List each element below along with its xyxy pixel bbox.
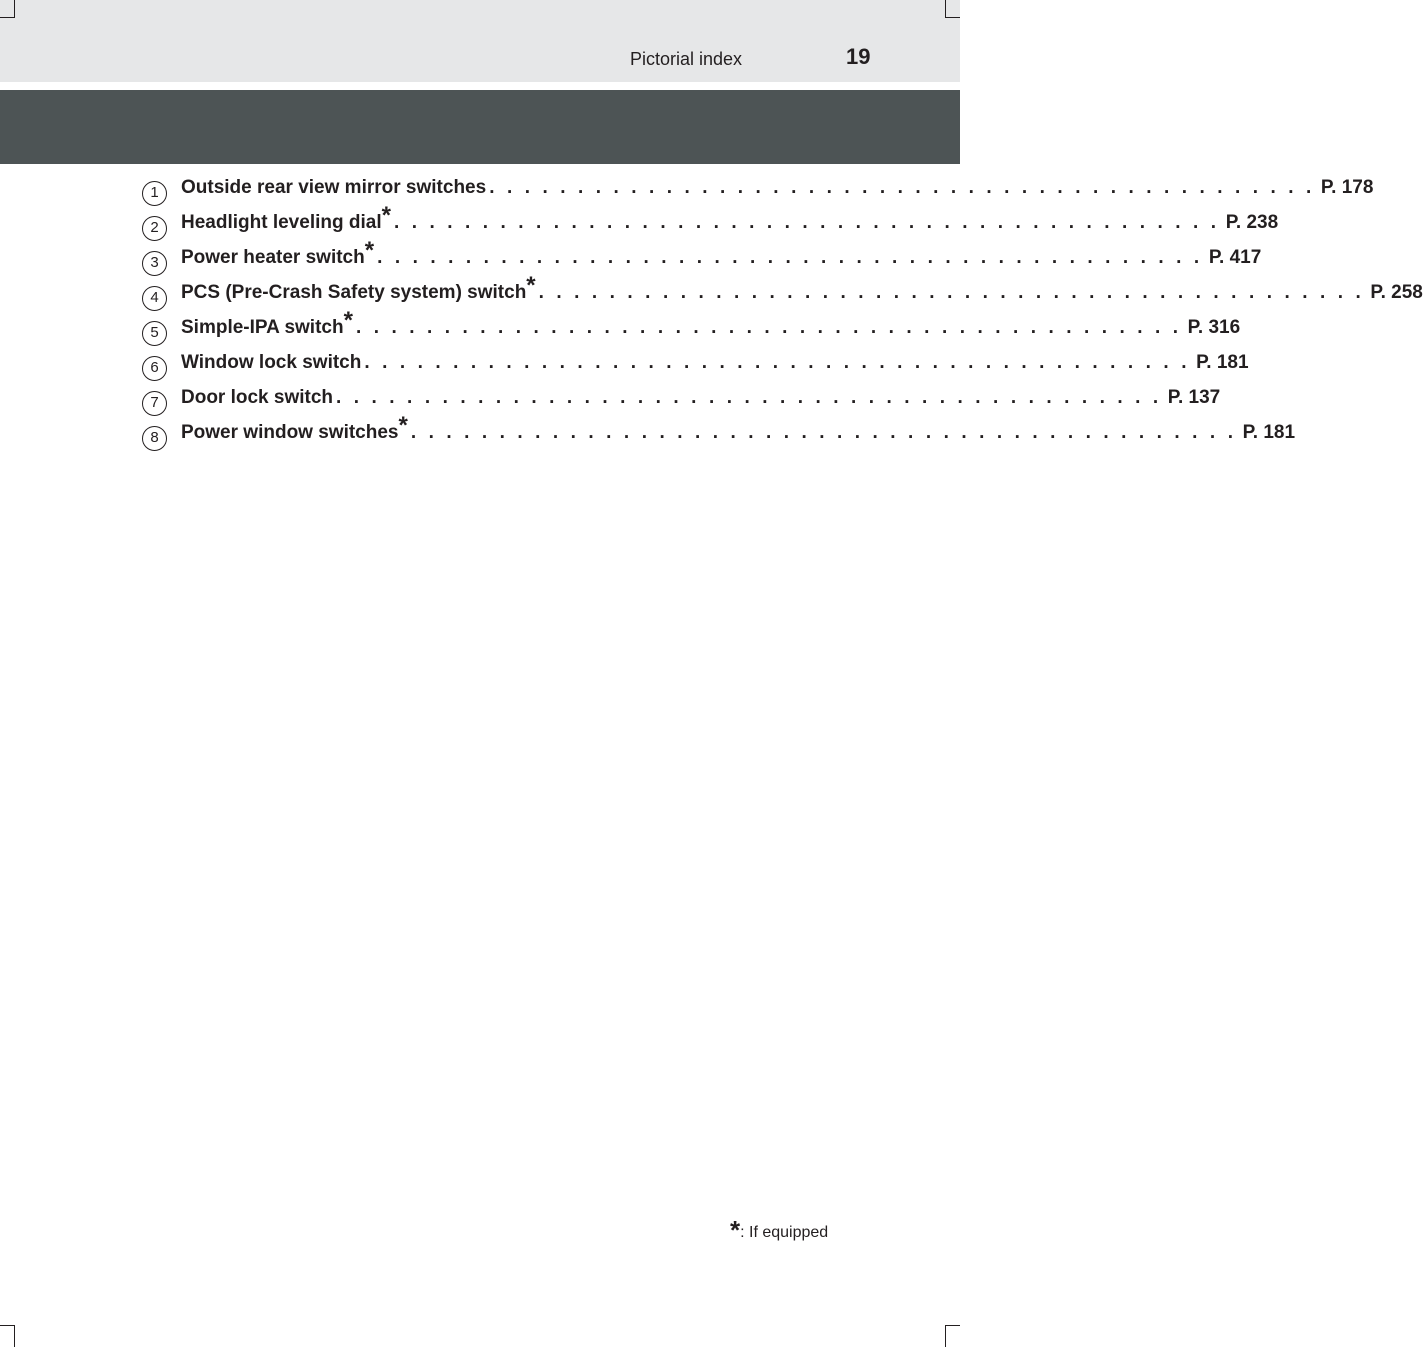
item-label: Power window switches*	[181, 411, 408, 443]
page-reference[interactable]: P. 181	[1242, 422, 1296, 443]
item-label: Power heater switch*	[181, 236, 375, 268]
asterisk-marker: *	[343, 306, 353, 334]
item-number-badge: 2	[142, 216, 167, 241]
footnote-asterisk: *	[730, 1215, 741, 1245]
dot-leader: . . . . . . . . . . . . . . . . . . . . . . . . . . . . . . . . . . . . . . . . . . . . . . .	[336, 387, 1162, 408]
index-entry[interactable]	[142, 236, 1262, 282]
item-number-badge: 4	[142, 286, 167, 311]
item-label: Headlight leveling dial*	[181, 201, 391, 233]
asterisk-marker: *	[381, 201, 391, 229]
index-entry[interactable]	[142, 201, 1279, 247]
dot-leader: . . . . . . . . . . . . . . . . . . . . . . . . . . . . . . . . . . . . . . . . . . . . . . .	[355, 317, 1182, 338]
page-reference[interactable]: P. 417	[1208, 247, 1262, 268]
crop-mark-top-left-h	[0, 17, 15, 18]
asterisk-marker: *	[398, 411, 408, 439]
item-label: Outside rear view mirror switches	[181, 177, 487, 198]
item-number-badge: 7	[142, 391, 167, 416]
asterisk-marker: *	[526, 271, 536, 299]
index-entry[interactable]	[142, 271, 1423, 317]
dot-leader: . . . . . . . . . . . . . . . . . . . . . . . . . . . . . . . . . . . . . . . . . . . . . . .	[364, 352, 1191, 373]
crop-mark-top-left-v	[14, 0, 15, 17]
page-reference[interactable]: P. 137	[1167, 387, 1221, 408]
dot-leader: . . . . . . . . . . . . . . . . . . . . . . . . . . . . . . . . . . . . . . . . . . . . . . .	[393, 212, 1220, 233]
crop-mark-bottom-left-h	[0, 1325, 15, 1326]
crop-mark-bottom-left-v	[14, 1325, 15, 1347]
index-entry[interactable]	[142, 411, 1296, 457]
item-number-badge: 1	[142, 181, 167, 206]
index-entry[interactable]	[142, 306, 1241, 352]
item-number-badge: 5	[142, 321, 167, 346]
crop-mark-bottom-right-h	[945, 1325, 960, 1326]
crop-mark-top-right-h	[945, 17, 960, 18]
item-number-badge: 6	[142, 356, 167, 381]
dot-leader: . . . . . . . . . . . . . . . . . . . . . . . . . . . . . . . . . . . . . . . . . . . . . . .	[489, 177, 1315, 198]
page-reference[interactable]: P. 178	[1320, 177, 1374, 198]
crop-mark-top-right-v	[945, 0, 946, 17]
index-entry[interactable]	[142, 177, 1374, 212]
crop-mark-bottom-right-v	[945, 1325, 946, 1347]
dot-leader: . . . . . . . . . . . . . . . . . . . . . . . . . . . . . . . . . . . . . . . . . . . . . . .	[538, 282, 1365, 303]
page-reference[interactable]: P. 258	[1370, 282, 1423, 303]
item-label: Door lock switch	[181, 387, 334, 408]
page-reference[interactable]: P. 238	[1225, 212, 1279, 233]
page-reference[interactable]: P. 181	[1196, 352, 1249, 373]
header-band-dark	[0, 90, 960, 164]
section-title: Pictorial index	[630, 49, 743, 69]
asterisk-marker: *	[364, 236, 375, 264]
index-entry[interactable]	[142, 352, 1249, 387]
footnote-text: : If equipped	[740, 1224, 829, 1241]
dot-leader: . . . . . . . . . . . . . . . . . . . . . . . . . . . . . . . . . . . . . . . . . . . . . . .	[410, 422, 1237, 443]
footnote	[730, 1213, 828, 1244]
page-reference[interactable]: P. 316	[1187, 317, 1241, 338]
item-number-badge: 3	[142, 251, 167, 276]
item-number-badge: 8	[142, 426, 167, 451]
item-label: Window lock switch	[181, 352, 362, 373]
item-label: PCS (Pre-Crash Safety system) switch*	[181, 271, 536, 303]
index-entry-list	[142, 177, 1423, 457]
index-entry[interactable]	[142, 387, 1221, 422]
page-number: 19	[846, 44, 871, 69]
header-band-light	[0, 0, 960, 82]
item-label: Simple-IPA switch*	[181, 306, 353, 338]
dot-leader: . . . . . . . . . . . . . . . . . . . . . . . . . . . . . . . . . . . . . . . . . . . . . . .	[377, 247, 1203, 268]
